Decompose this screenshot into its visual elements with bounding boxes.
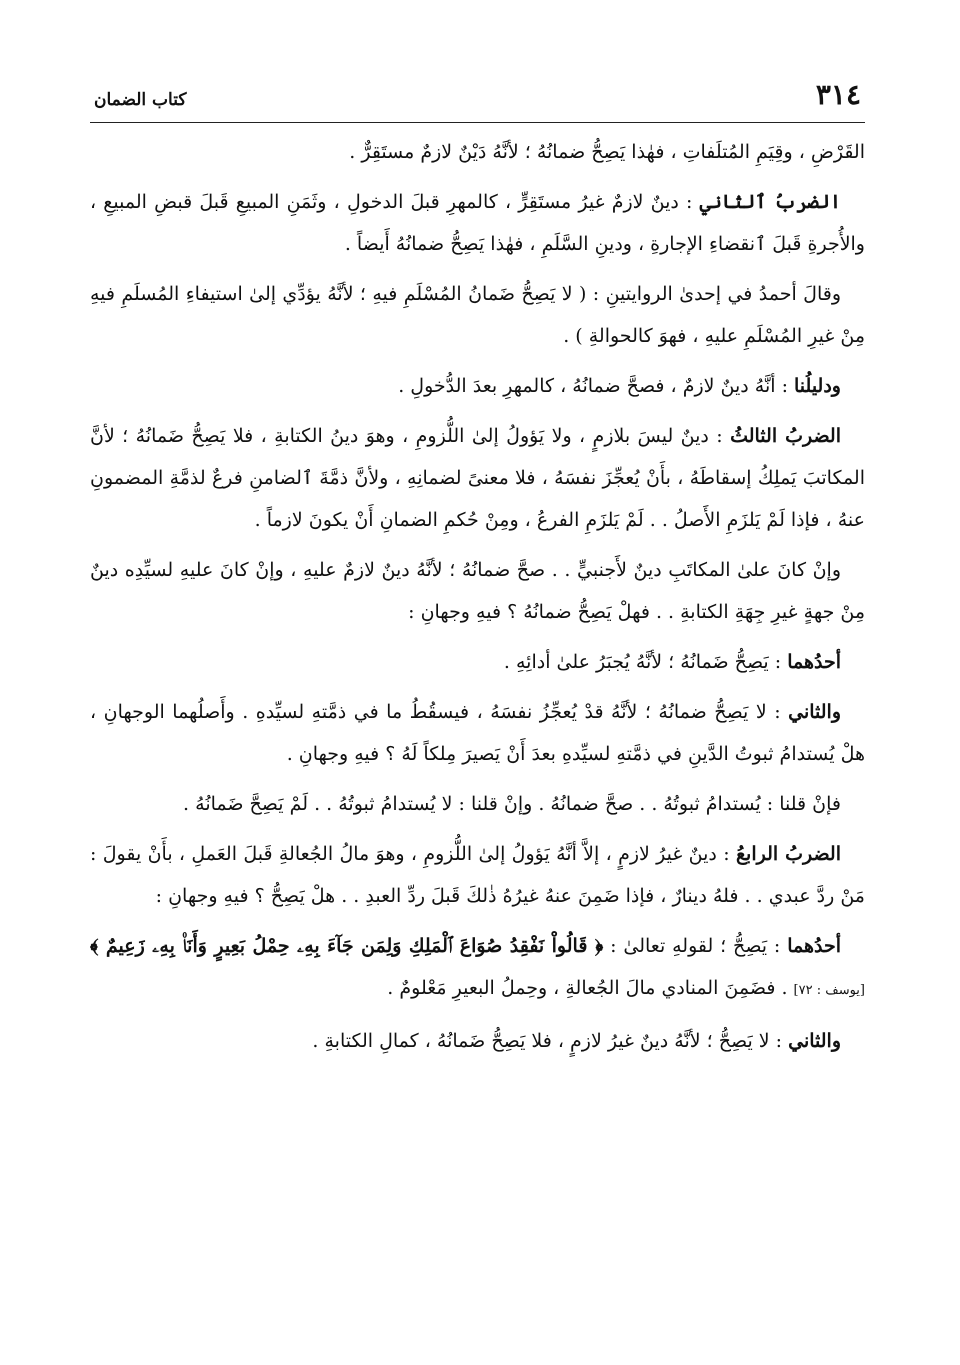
paragraph-lead: أحدُهما	[787, 935, 841, 957]
paragraph	[90, 415, 865, 541]
paragraph	[90, 549, 865, 633]
paragraph-text: : لا يَصِحُّ ؛ لأنَّهُ دينٌ غيرُ لازمٍ ، فلا يَصِحُّ ضَمانُهُ ، كمالِ الكتابةِ .	[312, 1030, 789, 1052]
paragraph-text: وقالَ أحمدُ في إحدىٰ الروايتينِ : ( لا يَصِحُّ ضَمانُ المُسْلَمِ فيهِ ؛ لأنَّهُ يؤدِّي إلىٰ استيفاءِ المُسلَمِ فيهِ مِنْ غيرِ المُسْلَمِ عليهِ ، فهوَ كالحوالةِ ) .	[90, 283, 865, 347]
running-title: كتاب الضمان	[94, 90, 187, 110]
paragraph-lead: الضربُ ٱلثاني	[699, 191, 841, 213]
paragraph-lead: الضربُ الرابعُ	[735, 843, 841, 865]
paragraph	[90, 131, 865, 173]
page-header	[90, 70, 865, 123]
book-page	[90, 70, 865, 1335]
paragraph	[90, 641, 865, 683]
quran-verse: ﴿ قَالُواْ نَفْقِدُ صُوَاعَ ٱلْمَلِكِ وَلِمَن جَآءَ بِهِۦ حِمْلُ بَعِيرٍ وَأَنَا۠ بِهِۦ زَعِيمٌ ﴾	[90, 935, 604, 957]
paragraph-text: : دينٌ غيرُ لازمٍ ، إلاَّ أنَّهُ يَؤولُ إلىٰ اللُّزومِ ، وهوَ مالُ الجُعالةِ قَبلَ العَملِ ، بأَنْ يقولَ : مَنْ ردَّ عبدي . . فلهُ دينارٌ ، فإذا ضَمِنَ عنهُ غيرُهُ ذٰلكَ قَبلَ ردِّ العبدِ . . هلْ يَصِحُّ ؟ فيهِ وجهانِ :	[90, 843, 865, 907]
paragraph-lead: أحدُهما	[787, 651, 841, 673]
paragraph-text: : لا يَصِحُّ ضمانُهُ ؛ لأنَّهُ قدْ يُعجِّزُ نفسَهُ ، فيسقُطُ ما في ذمَّتهِ لسيِّدهِ . وأَصلُهما الوجهانِ ، هلْ يُستدامُ ثبوتُ الدَّينِ في ذمَّتهِ لسيِّدهِ بعدَ أَنْ يَصيرَ مِلكاً لَهُ ؟ فيهِ وجهانِ .	[90, 701, 865, 765]
paragraph	[90, 833, 865, 917]
paragraph-text: : دينٌ ليسَ بلازمٍ ، ولا يَؤولُ إلىٰ اللُّزومِ ، وهوَ دينُ الكتابةِ ، فلا يَصِحُّ ضَمانُهُ ؛ لأنَّ المكاتبَ يَملِكُ إسقاطَهُ ، بأَنْ يُعجِّزَ نفسَهُ ، فلا معنىً لضمانِهِ ، ولأنَّ ذمَّةَ ٱلضامنِ فرعٌ لذمَّةِ المضمونِ عنهُ ، فإذا لَمْ يَلزَمِ الأَصلُ . . لَمْ يَلزَمِ الفرعُ ، ومِنْ حُكمِ الضمانِ أَنْ يكونَ لازماً .	[90, 425, 865, 531]
verse-reference: [يوسف : ٧٢]	[793, 983, 865, 998]
paragraph-text: فإنْ قلنا : يُستدامُ ثبوتُهُ . . صحَّ ضمانُهُ . وإنْ قلنا : لا يُستدامُ ثبوتُهُ . . لَمْ يَصِحَّ ضَمانُهُ .	[183, 793, 841, 815]
paragraph	[90, 783, 865, 825]
paragraph-lead: الضربُ الثالثُ	[730, 425, 841, 447]
paragraph-text: : يَصِحُّ ؛ لقولهِ تعالىٰ :	[603, 935, 788, 957]
paragraph-text: : يَصِحُّ ضَمانُهُ ؛ لأنَّهُ يُجبَرُ علىٰ أدائِهِ .	[503, 651, 788, 673]
paragraph	[90, 181, 865, 265]
paragraph-lead: ودليلُنا	[794, 375, 841, 397]
paragraph	[90, 365, 865, 407]
paragraph-text: . فضَمِنَ المنادي مالَ الجُعالةِ ، وحِملُ البعيرِ مَعْلومٌ .	[387, 977, 794, 999]
page-body	[90, 131, 865, 1062]
paragraph-lead: والثاني	[788, 1030, 841, 1052]
paragraph	[90, 273, 865, 357]
quran-paragraph	[90, 925, 865, 1012]
paragraph-text: : أنَّهُ دينٌ لازمٌ ، فصحَّ ضمانُهُ ، كالمهرِ بعدَ الدُّخولِ .	[398, 375, 795, 397]
page-number: ٣١٤	[815, 78, 861, 111]
paragraph	[90, 691, 865, 775]
paragraph-text: وإنْ كانَ علىٰ المكاتَبِ دينٌ لأَجنبيٍّ . . صحَّ ضمانُهُ ؛ لأنَّهُ دينٌ لازمٌ عليهِ ، وإنْ كانَ عليهِ لسيِّدِه دينٌ مِنْ جهةٍ غيرِ جِهَةِ الكتابةِ . . فهلْ يَصِحُّ ضمانُهُ ؟ فيهِ وجهانِ :	[90, 559, 865, 623]
paragraph-text: القَرْضِ ، وقِيَمِ المُتلَفاتِ ، فهٰذا يَصِحُّ ضمانُهُ ؛ لأنَّهُ دَيْنٌ لازمٌ مستَقِرٌّ .	[349, 141, 865, 163]
paragraph-text: : دينٌ لازمٌ غيرُ مستَقِرٍّ ، كالمهرِ قبلَ الدخولِ ، وثَمَنِ المبيعِ قَبلَ قبضِ المبيعِ ، والأُجرةِ قَبلَ ٱنقضاءِ الإجارةِ ، ودينِ السَّلَمِ ، فهٰذا يَصِحُّ ضمانُهُ أَيضاً .	[90, 191, 865, 255]
paragraph-lead: والثاني	[788, 701, 841, 723]
paragraph	[90, 1020, 865, 1062]
